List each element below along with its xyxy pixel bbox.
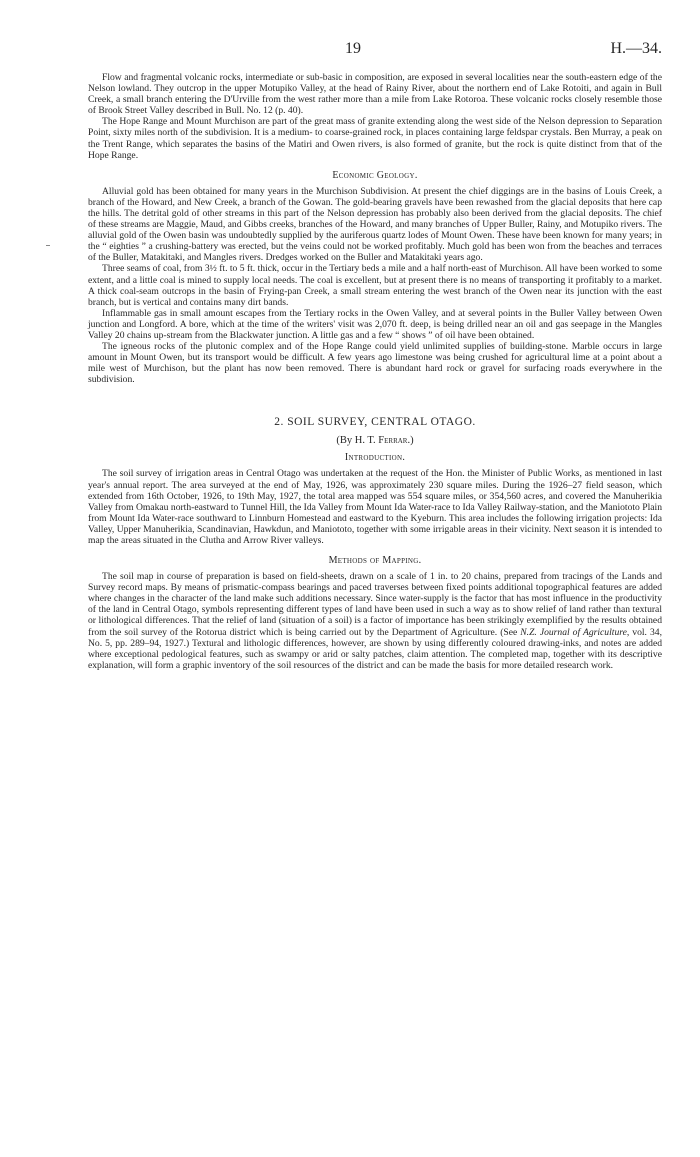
page-body: [88, 72, 662, 671]
methods-text-start: The soil map in course of preparation is based on field-sheets, drawn on a scale of 1 in. to 20 chains, prepared from tracings of the Lands and Survey record maps. By means of prismatic-compass bearings and paced traverses between fixed points additional topographical features are added where changes in the character of the land make such additions necessary. Since water-supply is the factor that has most influence in the productivity of the land in Central Otago, symbols representing different types of land have been used in such a way as to show relief of land rather than textural or lithological differences. That the relief of land (situation of a soil) is a factor of importance has been strikingly exemplified by the results obtained from the soil survey of the Rotorua district which is being carried out by the Department of Agriculture. (See: [88, 571, 662, 638]
page-number: 19: [345, 40, 361, 57]
document-reference: H.—34.: [610, 40, 662, 57]
journal-title: N.Z. Journal of Agriculture: [520, 626, 627, 638]
paragraph-alluvial-gold: Alluvial gold has been obtained for many years in the Murchison Subdivision. At present the chief diggings are in the basins of Louis Creek, a branch of the Howard, and New Creek, a branch of the Gowan. The gold-bearing gravels have been rewashed from the glacial deposits that here cap the hills. The detrital gold of other streams in this part of the Nelson depression has probably also been derived from the glacial deposits. The chief of these streams are Maggie, Maud, and Gibbs creeks, branches of the Howard, and many branches of Upper Buller, Rainy, and Motupiko rivers. The alluvial gold of the Owen basin was undoubtedly supplied by the auriferous quartz lodes of Mount Owen. These have been known for many years; in the “ eighties ” a crushing-battery was erected, but the veins could not be worked profitably. Much gold has been won from the beaches and terraces of the Buller, Matakitaki, and Mangles rivers. Dredges worked on the Buller and Matakitaki years ago.: [88, 185, 662, 264]
margin-mark: [46, 245, 50, 246]
page-header: [88, 40, 662, 62]
paragraph-hope-range: The Hope Range and Mount Murchison are part of the great mass of granite extending along the west side of the Nelson depression to Separation Point, sixty miles north of the subdivision. It is a medium- to coarse-grained rock, in places containing large feldspar crystals. Ben Murray, a peak on the Trent Range, which separates the basins of the Matiri and Owen rivers, is also formed of granite, but the rock is quite distinct from that of the Hope Range.: [88, 116, 662, 161]
paragraph-volcanic-rocks: Flow and fragmental volcanic rocks, intermediate or sub-basic in composition, are exposed in several localities near the south-eastern edge of the Nelson lowland. They outcrop in the upper Motupiko Valley, at the head of Rainy River, about the northern end of Lake Rotoiti, and again in Bull Creek, a small branch entering the D'Urville from the west rather more than a mile from Lake Rotoroa. These volcanic rocks closely resemble those of Brook Street Valley described in Bull. No. 12 (p. 40).: [88, 72, 662, 117]
byline-suffix: .): [407, 435, 414, 447]
section-title-soil-survey: 2. SOIL SURVEY, CENTRAL OTAGO.: [274, 416, 476, 429]
heading-economic-geology: Economic Geology.: [332, 169, 418, 181]
byline-author: Ferrar: [378, 435, 408, 447]
byline: [88, 434, 662, 447]
paragraph-gas: Inflammable gas in small amount escapes from the Tertiary rocks in the Owen Valley, and at several points in the Buller Valley between Owen junction and Longford. A bore, which at the time of the writers' visit was 2,070 ft. deep, is being drilled near an oil and gas seepage in the Mangles Valley 20 chains up-stream from the Blackwater junction. A little gas and a few “ shows ” of oil have been obtained.: [88, 307, 662, 341]
paragraph-introduction: The soil survey of irrigation areas in Central Otago was undertaken at the request of the Hon. the Minister of Public Works, as mentioned in last year's annual report. The area surveyed at the end of May, 1926, was approximately 230 square miles. During the 1926–27 field season, which extended from 16th October, 1926, to 19th May, 1927, the total area mapped was 554 square miles, or 354,560 acres, and covered the Manuherikia Valley from Omakau north-eastward to Tunnel Hill, the Ida Valley from Mount Ida Water-race to Ida Valley Railway-station, and the Maniototo Plain from Mount Ida Water-race southward to Linnburn Homestead and eastward to the Kyeburn. This area includes the following irrigation projects: Ida Valley, Upper Manuherikia, Scandinavian, Hawkdun, and Maniototo, together with some irrigable areas in their vicinity. Next season it is intended to map the areas situated in the Clutha and Arrow River valleys.: [88, 468, 662, 546]
byline-prefix: (By H. T.: [336, 435, 379, 447]
paragraph-building-stone: The igneous rocks of the plutonic complex and of the Hope Range could yield unlimited supplies of building-stone. Marble occurs in large amount in Mount Owen, but its transport would be difficult. A few years ago limestone was being crushed for agricultural lime at a point about a mile west of Murchison, but the plant has now been removed. There is abundant hard rock or gravel for surfacing roads everywhere in the subdivision.: [88, 341, 662, 386]
paragraph-methods: [88, 571, 662, 671]
methods-text-end: , vol. 34, No. 5, pp. 289–94, 1927.) Textural and lithologic differences, however, are shown by using differently coloured drawing-inks, and notes are added where exceptional pedological features, such as swampy or arid or salty patches, claim attention. The completed map, together with its descriptive explanation, will form a graphic inventory of the soil resources of the district and can be made the basis for more detailed research work.: [88, 626, 662, 671]
heading-methods-of-mapping: Methods of Mapping.: [328, 555, 422, 567]
heading-introduction: Introduction.: [344, 452, 406, 464]
paragraph-coal: Three seams of coal, from 3½ ft. to 5 ft. thick, occur in the Tertiary beds a mile and a half north-east of Murchison. All have been worked to some extent, and a little coal is mined to supply local needs. The coal is excellent, but at present there is no means of transporting it profitably to a market. A thick coal-seam outcrops in the basin of Frying-pan Creek, a small stream entering the west branch of the Owen near its junction with the east branch, but is vertical and contains many dirt bands.: [88, 263, 662, 308]
